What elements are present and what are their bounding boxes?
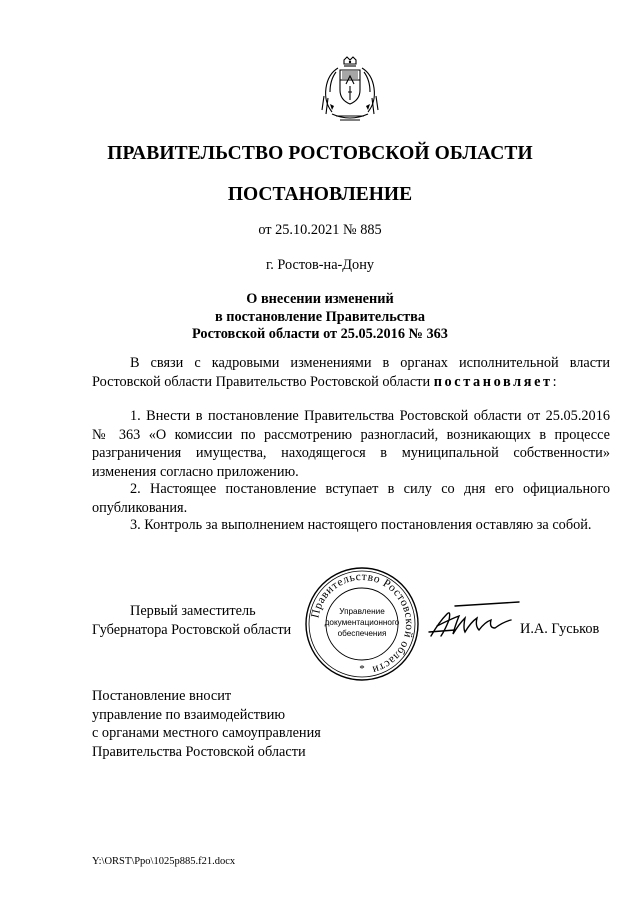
signer-position-line-2: Губернатора Ростовской области [92,622,292,638]
document-subject [0,291,640,344]
note-line-2: управление по взаимодействию [92,706,286,723]
seal-ring-text: Правительство Ростовской области [309,570,416,676]
signer-position-line-1: Первый заместитель [130,603,256,619]
subject-line-3: Ростовской области от 25.05.2016 № 363 [192,326,448,342]
seal-inner-line-3: обеспечения [337,629,387,638]
file-path: Y:\ORST\Ppo\1025p885.f21.docx [92,856,236,867]
submitter-note [92,687,321,761]
official-seal [304,566,420,682]
preamble-paragraph [92,354,610,391]
note-line-3: с органами местного самоуправления [92,725,321,741]
item-1-paragraph: 1. Внести в постановление Правительства Ростовской области от 25.05.2016 № 363 «О комиссии по рассмотрению разногласий, возникающих в процессе разграничения имущества, находящегося в муниципальной собственности» изменения согласно приложению. [92,408,610,480]
seal-inner-line-2: документационного [324,618,400,627]
document-type: ПОСТАНОВЛЕНИЕ [227,184,413,205]
coat-of-arms-icon [318,56,382,126]
note-line-4: Правительства Ростовской области [92,743,306,760]
preamble-end: : [552,373,557,390]
note-line-1: Постановление вносит [92,688,232,704]
organization-title: ПРАВИТЕЛЬСТВО РОСТОВСКОЙ ОБЛАСТИ [107,143,533,164]
seal-inner-line-1: Управление [339,607,385,616]
document-date-number: от 25.10.2021 № 885 [258,222,382,238]
preamble-text: В связи с кадровыми изменениями в органах исполнительной власти Ростовской области Правительство Ростовской области [92,355,610,390]
seal-star: * [359,663,365,675]
item-2-paragraph: 2. Настоящее постановление вступает в силу со дня его официального опубликования. [92,481,610,516]
signer-name: И.А. Гуськов [520,621,600,637]
handwritten-signature [425,596,521,642]
item-3-paragraph: 3. Контроль за выполнением настоящего постановления оставляю за собой. [130,517,592,533]
subject-line-2: в постановление Правительства [214,308,426,325]
preamble-keyword: постановляет [433,373,553,390]
subject-line-1: О внесении изменений [246,291,394,307]
document-city: г. Ростов-на-Дону [265,257,375,273]
